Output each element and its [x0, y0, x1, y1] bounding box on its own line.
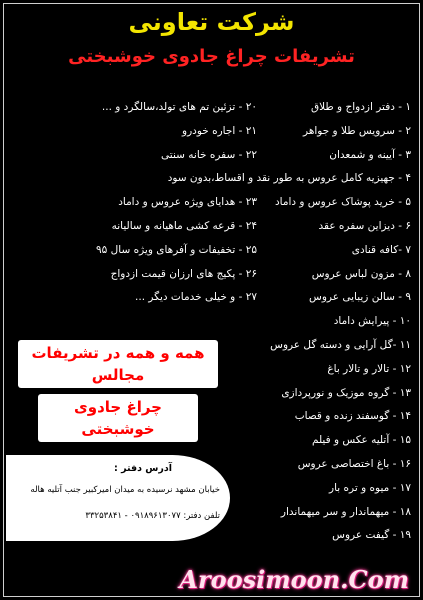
service-item: ۲۰ - تزئین تم های تولد،سالگرد و ...: [101, 101, 257, 113]
service-item: ۲۱ - اجاره خودرو: [182, 124, 257, 137]
service-item: ۱۰ - پیرایش داماد: [333, 315, 411, 328]
service-item: ۷ -کافه قنادی: [351, 243, 411, 256]
service-item: ۱۹ - گیفت عروس: [332, 529, 411, 542]
service-item: ۲۷ - و خیلی خدمات دیگر ...: [135, 291, 257, 304]
website-watermark: Aroosimoon.Com: [179, 565, 409, 594]
service-item: ۵ - خرید پوشاک عروس و داماد: [274, 196, 411, 209]
service-item: ۴ - جهیزیه کامل عروس به طور نقد و اقساط،بدون سود: [167, 172, 411, 185]
phone-text: تلفن دفتر: ۰۹۱۸۹۶۱۳۰۷۷ - ۳۳۲۵۳۸۴۱: [85, 511, 220, 521]
service-item: ۹ - سالن زیبایی عروس: [309, 291, 411, 304]
service-item: ۲۴ - قرعه کشی ماهیانه و سالیانه: [111, 219, 257, 232]
service-item: ۱۳ - گروه موزیک و نورپردازی: [281, 386, 411, 399]
service-item: ۲۲ - سفره خانه سنتی: [161, 148, 257, 161]
service-item: ۱۴ - گوسفند زنده و قصاب: [294, 410, 411, 423]
service-item: ۲۶ - پکیج های ارزان قیمت ازدواج: [110, 267, 257, 280]
service-spacer: [27, 167, 257, 191]
service-item: ۲۵ - تخفیفات و آفرهای ویژه سال ۹۵: [96, 243, 257, 256]
services-list-left: [27, 96, 257, 310]
service-item: ۱۵ - آتلیه عکس و فیلم: [311, 434, 411, 447]
promo-banner-line2: چراغ جادوی خوشبختی: [38, 394, 198, 442]
service-item: ۶ - دیزاین سفره عقد: [318, 219, 411, 232]
service-item: ۲ - سرویس طلا و جواهر: [303, 124, 411, 137]
address-title: آدرس دفتر :: [113, 463, 172, 474]
service-item: ۱۸ - میهماندار و سر میهماندار: [280, 505, 411, 518]
address-text: خیابان مشهد نرسیده به میدان امیرکبیر جنب آتلیه هاله: [30, 485, 220, 495]
service-item: ۱۱ -گل آرایی و دسته گل عروس: [270, 338, 411, 351]
service-item: ۱۶ - باغ اختصاصی عروس: [297, 457, 411, 470]
service-item: ۲۳ - هدایای ویژه عروس و داماد: [118, 196, 257, 209]
service-item: ۱ - دفتر ازدواج و طلاق: [310, 101, 411, 113]
service-item: ۳ - آیینه و شمعدان: [329, 148, 411, 161]
service-item: ۱۲ - تالار و تالار باغ: [327, 362, 411, 375]
page-subtitle: تشریفات چراغ جادوی خوشبختی: [68, 46, 355, 67]
service-item: ۸ - مزون لباس عروس: [311, 267, 411, 280]
page-title: شرکت تعاونی: [128, 8, 295, 36]
service-item: ۱۷ - میوه و تره بار: [329, 481, 411, 494]
address-panel: [6, 455, 230, 541]
promo-banner-line1: همه و همه در تشریفات مجالس: [18, 340, 218, 388]
